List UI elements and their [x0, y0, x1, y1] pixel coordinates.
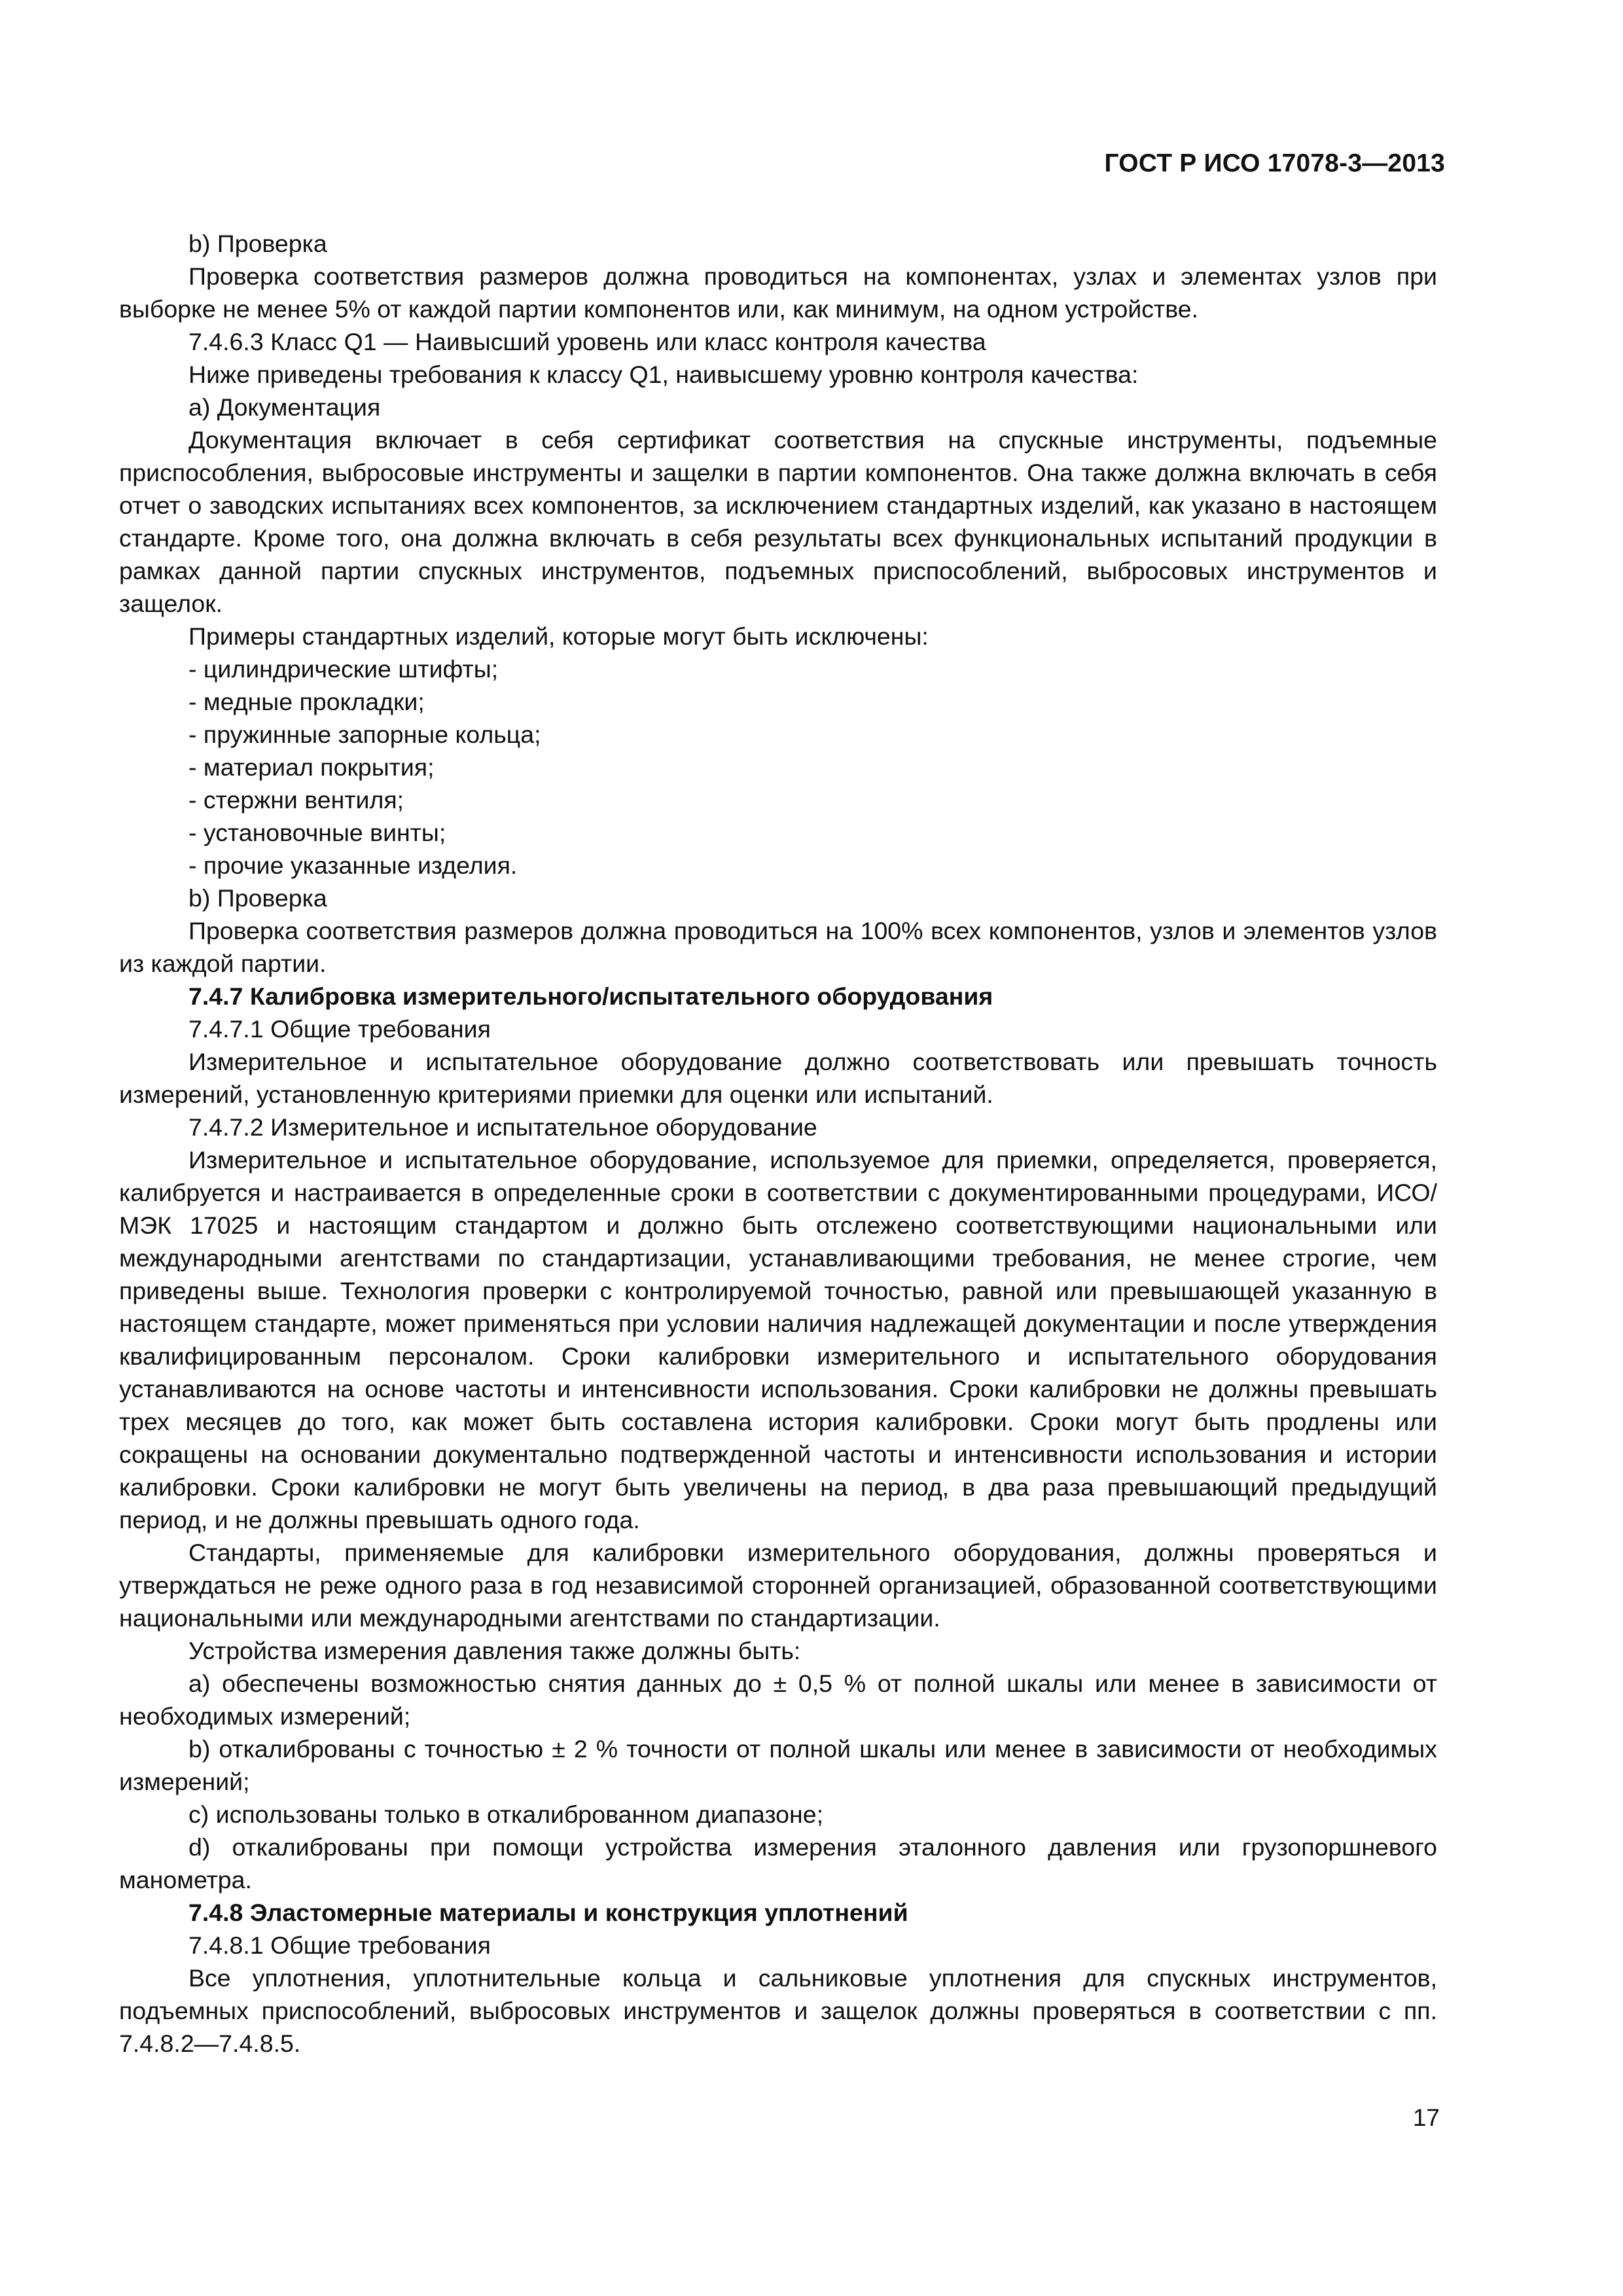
list-item: - пружинные запорные кольца;: [188, 721, 541, 748]
page-number: 17: [1412, 2104, 1440, 2131]
paragraph: b) Проверка: [188, 884, 327, 912]
list-item: - стержни вентиля;: [188, 786, 404, 814]
list-item: a) обеспечены возможностью снятия данных до ± 0,5 % от полной шкалы или менее в зависимости от необходимых измерений;: [119, 1670, 1437, 1730]
subsection-heading: 7.4.8.1 Общие требования: [188, 1931, 491, 1959]
paragraph: Документация включает в себя сертификат соответствия на спускные инструменты, подъемные приспособления, выбросовые инструменты и защелки в партии компонентов. Она также должна включать в себя отчет о заводских испытаниях всех компонентов, за исключением стандартных изделий, как указано в настоящем стандарте. Кроме того, она должна включать в себя результаты всех функциональных испытаний продукции в рамках данной партии спускных инструментов, подъемных приспособлений, выбросовых инструментов и защелок.: [119, 426, 1437, 617]
paragraph: Примеры стандартных изделий, которые могут быть исключены:: [188, 622, 929, 650]
section-heading: 7.4.8 Эластомерные материалы и конструкция уплотнений: [188, 1899, 908, 1926]
paragraph: Измерительное и испытательное оборудование, используемое для приемки, определяется, проверяется, калибруется и настраивается в определенные сроки в соответствии с документированными процедурами, ИСО/МЭК 17025 и настоящим стандартом и должно быть отслежено соответствующими национальными или международными агентствами по стандартизации, устанавливающими требования, не менее строгие, чем приведены выше. Технология проверки с контролируемой точностью, равной или превышающей указанную в настоящем стандарте, может применяться при условии наличия надлежащей документации и после утверждения квалифицированным персоналом. Сроки калибровки измерительного и испытательного оборудования устанавливаются на основе частоты и интенсивности использования. Сроки калибровки не должны превышать трех месяцев до того, как может быть составлена история калибровки. Сроки могут быть продлены или сокращены на основании документально подтвержденной частоты и интенсивности использования и истории калибровки. Сроки калибровки не могут быть увеличены на период, в два раза превышающий предыдущий период, и не должны превышать одного года.: [119, 1146, 1437, 1534]
list-item: - прочие указанные изделия.: [188, 852, 518, 879]
paragraph: Все уплотнения, уплотнительные кольца и сальниковые уплотнения для спускных инструментов, подъемных приспособлений, выбросовых инструментов и защелок должны проверяться в соответствии с пп. 7.4.8.2—7.4.8.5.: [119, 1964, 1437, 2057]
paragraph: a) Документация: [188, 393, 381, 421]
paragraph: Проверка соответствия размеров должна проводиться на 100% всех компонентов, узлов и элементов узлов из каждой партии.: [119, 917, 1437, 977]
list-item: c) использованы только в откалиброванном диапазоне;: [188, 1801, 824, 1828]
paragraph: Стандарты, применяемые для калибровки измерительного оборудования, должны проверяться и утверждаться не реже одного раза в год независимой сторонней организацией, образованной соответствующими национальными или международными агентствами по стандартизации.: [119, 1539, 1437, 1632]
subsection-heading: 7.4.7.1 Общие требования: [188, 1015, 491, 1043]
paragraph: b) Проверка: [188, 230, 327, 257]
paragraph: Измерительное и испытательное оборудование должно соответствовать или превышать точность измерений, установленную критериями приемки для оценки или испытаний.: [119, 1048, 1437, 1108]
list-item: b) откалиброваны с точностью ± 2 % точности от полной шкалы или менее в зависимости от необходимых измерений;: [119, 1735, 1437, 1795]
paragraph: Ниже приведены требования к классу Q1, наивысшему уровню контроля качества:: [188, 361, 1139, 388]
document-designation: ГОСТ Р ИСО 17078-3—2013: [1104, 149, 1445, 177]
paragraph: Проверка соответствия размеров должна проводиться на компонентах, узлах и элементах узлов при выборке не менее 5% от каждой партии компонентов или, как минимум, на одном устройстве.: [119, 262, 1437, 323]
page-body: [119, 227, 1437, 2060]
list-item: - материал покрытия;: [188, 753, 435, 781]
list-item: - цилиндрические штифты;: [188, 655, 499, 683]
section-heading: 7.4.6.3 Класс Q1 — Наивысший уровень или класс контроля качества: [188, 328, 986, 355]
list-item: - установочные винты;: [188, 819, 446, 846]
paragraph: Устройства измерения давления также должны быть:: [188, 1637, 801, 1664]
list-item: - медные прокладки;: [188, 688, 425, 715]
list-item: d) откалиброваны при помощи устройства измерения эталонного давления или грузопоршневого манометра.: [119, 1833, 1437, 1893]
subsection-heading: 7.4.7.2 Измерительное и испытательное оборудование: [188, 1113, 817, 1141]
section-heading: 7.4.7 Калибровка измерительного/испытательного оборудования: [188, 982, 993, 1010]
